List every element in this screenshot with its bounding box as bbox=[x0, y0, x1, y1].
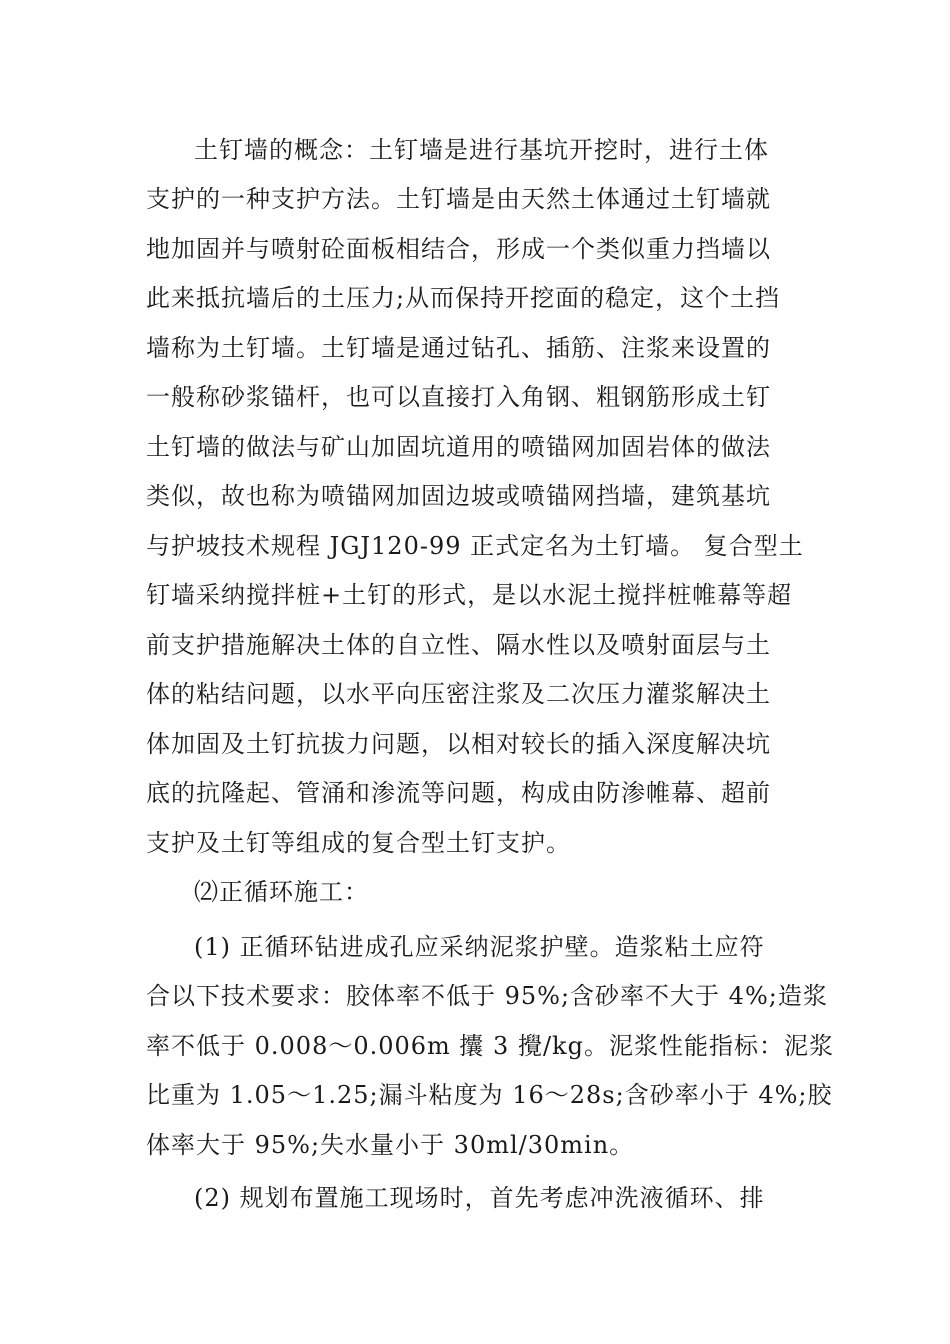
paragraph-1-line-3: 地加固并与喷射砼面板相结合，形成一个类似重力挡墙以 bbox=[146, 235, 771, 263]
paragraph-2-line-2: 合以下技术要求：胶体率不低于 95%;含砂率不大于 4%;造浆 bbox=[146, 982, 828, 1010]
paragraph-2-line-5: 体率大于 95%;失水量小于 30ml/30min。 bbox=[146, 1131, 635, 1159]
paragraph-1-line-13: 体加固及土钉抗拔力问题，以相对较长的插入深度解决坑 bbox=[146, 730, 771, 758]
paragraph-2-line-3: 率不低于 0.008～0.006m 攮 3 攪/kg。泥浆性能指标：泥浆 bbox=[146, 1032, 834, 1060]
paragraph-1-line-1: 土钉墙的概念：土钉墙是进行基坑开挖时，进行土体 bbox=[194, 136, 769, 164]
paragraph-1-line-15: 支护及土钉等组成的复合型土钉支护。 bbox=[146, 829, 571, 857]
paragraph-3-line-1: (2) 规划布置施工现场时，首先考虑冲洗液循环、排 bbox=[194, 1184, 765, 1212]
paragraph-1-line-14: 底的抗隆起、管涌和渗流等问题，构成由防渗帷幕、超前 bbox=[146, 779, 771, 807]
paragraph-1-line-2: 支护的一种支护方法。土钉墙是由天然土体通过土钉墙就 bbox=[146, 185, 771, 213]
paragraph-2-line-1: (1) 正循环钻进成孔应采纳泥浆护壁。造浆粘土应符 bbox=[194, 933, 765, 961]
paragraph-1-line-8: 类似，故也称为喷锚网加固边坡或喷锚网挡墙，建筑基坑 bbox=[146, 482, 771, 510]
paragraph-1-line-5: 墙称为土钉墙。土钉墙是通过钻孔、插筋、注浆来设置的 bbox=[146, 334, 771, 362]
paragraph-1-line-11: 前支护措施解决土体的自立性、隔水性以及喷射面层与土 bbox=[146, 631, 771, 659]
paragraph-1-line-7: 土钉墙的做法与矿山加固坑道用的喷锚网加固岩体的做法 bbox=[146, 433, 771, 461]
paragraph-1-line-9: 与护坡技术规程 JGJ120-99 正式定名为土钉墙。 复合型土 bbox=[146, 532, 804, 560]
paragraph-2-line-4: 比重为 1.05～1.25;漏斗粘度为 16～28s;含砂率小于 4%;胶 bbox=[146, 1081, 833, 1109]
paragraph-1-line-10: 钉墙采纳搅拌桩+土钉的形式，是以水泥土搅拌桩帷幕等超 bbox=[146, 581, 793, 609]
paragraph-1-line-12: 体的粘结问题，以水平向压密注浆及二次压力灌浆解决土 bbox=[146, 680, 771, 708]
paragraph-1-line-4: 此来抵抗墙后的土压力;从而保持开挖面的稳定，这个土挡 bbox=[146, 284, 781, 312]
paragraph-1-line-6: 一般称砂浆锚杆，也可以直接打入角钢、粗钢筋形成土钉 bbox=[146, 383, 771, 411]
section-heading: ⑵正循环施工： bbox=[194, 878, 369, 906]
